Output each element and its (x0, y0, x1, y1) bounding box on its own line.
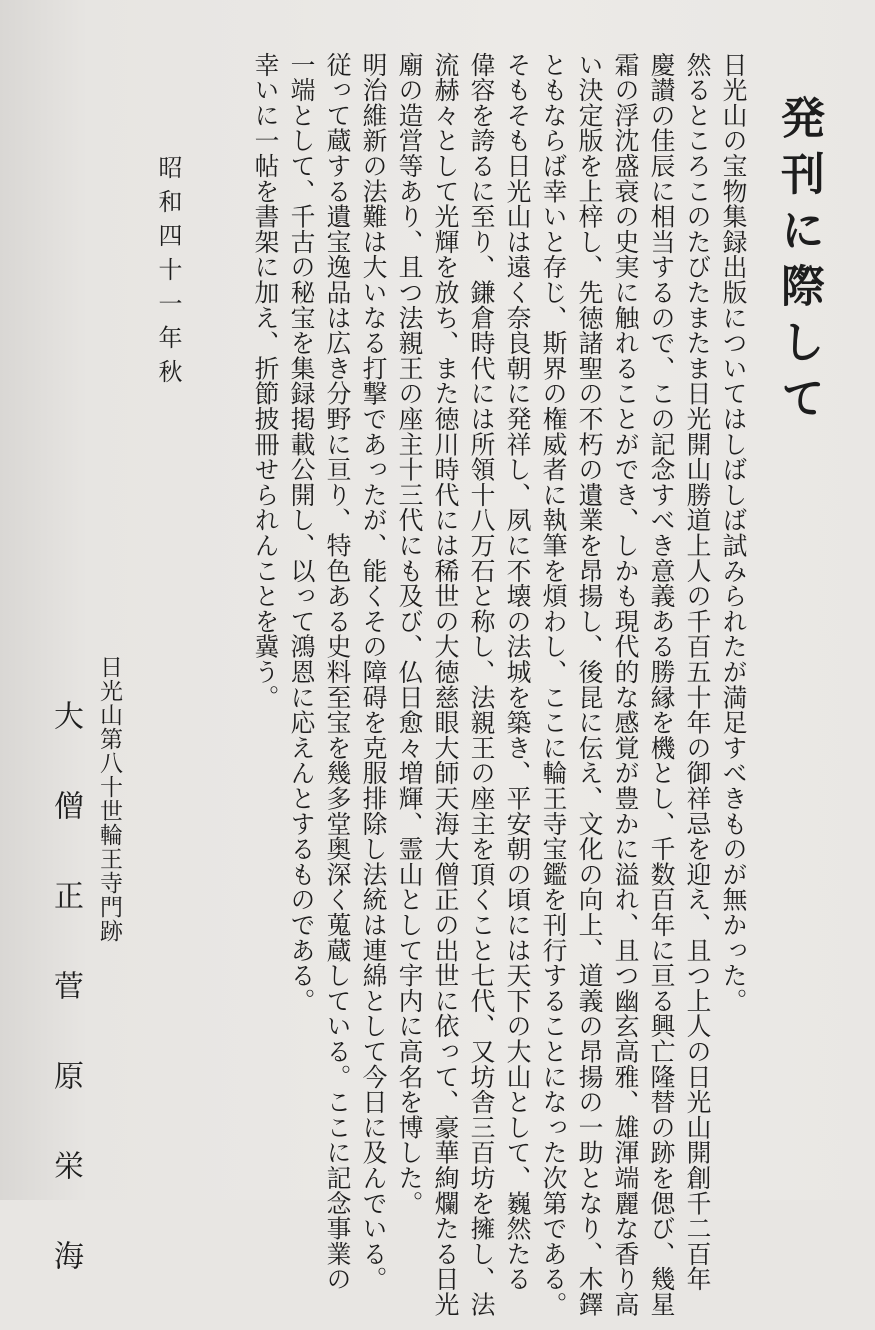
body-column-2: 然るところこのたびたまたま日光開山勝道上人の千百五十年の御祥忌を迎え、且つ上人の日光山開創千二百年 (683, 52, 712, 1292)
body-column-1: 日光山の宝物集録出版についてはしばしば試みられたが満足すべきものが無かった。 (719, 52, 748, 1014)
body-column-4: 霜の浮沈盛衰の史実に触れることができ、しかも現代的な感覚が豊かに溢れ、且つ幽玄高雅、雄渾端麗な香り高 (611, 52, 640, 1317)
body-column-6: ともならば幸いと存じ、斯界の権威者に執筆を煩わし、ここに輪王寺宝鑑を刊行することになった次第である。 (539, 52, 568, 1317)
body-column-8: 偉容を誇るに至り、鎌倉時代には所領十八万石と称し、法親王の座主を頂くこと七代、又坊舎三百坊を擁し、法 (467, 52, 496, 1317)
body-column-11: 明治維新の法難は大いなる打撃であったが、能くその障碍を克服排除し法統は連綿として今日に及んでいる。 (359, 52, 388, 1292)
body-column-7: そもそも日光山は遠く奈良朝に発祥し、夙に不壊の法城を築き、平安朝の頃には天下の大山として、巍然たる (503, 52, 532, 1292)
signature-position: 日光山第八十世輪王寺門跡 (96, 655, 122, 943)
body-column-14: 幸いに一帖を書架に加え、折節披冊せられんことを冀う。 (251, 52, 280, 710)
body-column-5: い決定版を上梓し、先徳諸聖の不朽の遺業を昂揚し、後昆に伝え、文化の向上、道義の昂揚の一助となり、木鐸 (575, 52, 604, 1317)
body-column-13: 一端として、千古の秘宝を集録掲載公開し、以って鴻恩に応えんとするものである。 (287, 52, 316, 1014)
body-column-10: 廟の造営等あり、且つ法親王の座主十三代にも及び、仏日愈々増輝、霊山として宇内に高名を博した。 (395, 52, 424, 1216)
signature-name: 大僧正菅原栄海 (48, 700, 83, 1330)
body-column-3: 慶讃の佳辰に相当するので、この記念すべき意義ある勝縁を機とし、千数百年に亘る興亡隆替の跡を偲び、幾星 (647, 52, 676, 1317)
body-column-9: 流赫々として光輝を放ち、また徳川時代には稀世の大徳慈眼大師天海大僧正の出世に依って、豪華絢爛たる日光 (431, 52, 460, 1317)
page-title: 発刊に際して (773, 95, 824, 431)
body-column-12: 従って蔵する遺宝逸品は広き分野に亘り、特色ある史料至宝を幾多堂奥深く蒐蔵している。ここに記念事業の (323, 52, 352, 1292)
date-line: 昭和四十一年秋 (154, 155, 182, 393)
